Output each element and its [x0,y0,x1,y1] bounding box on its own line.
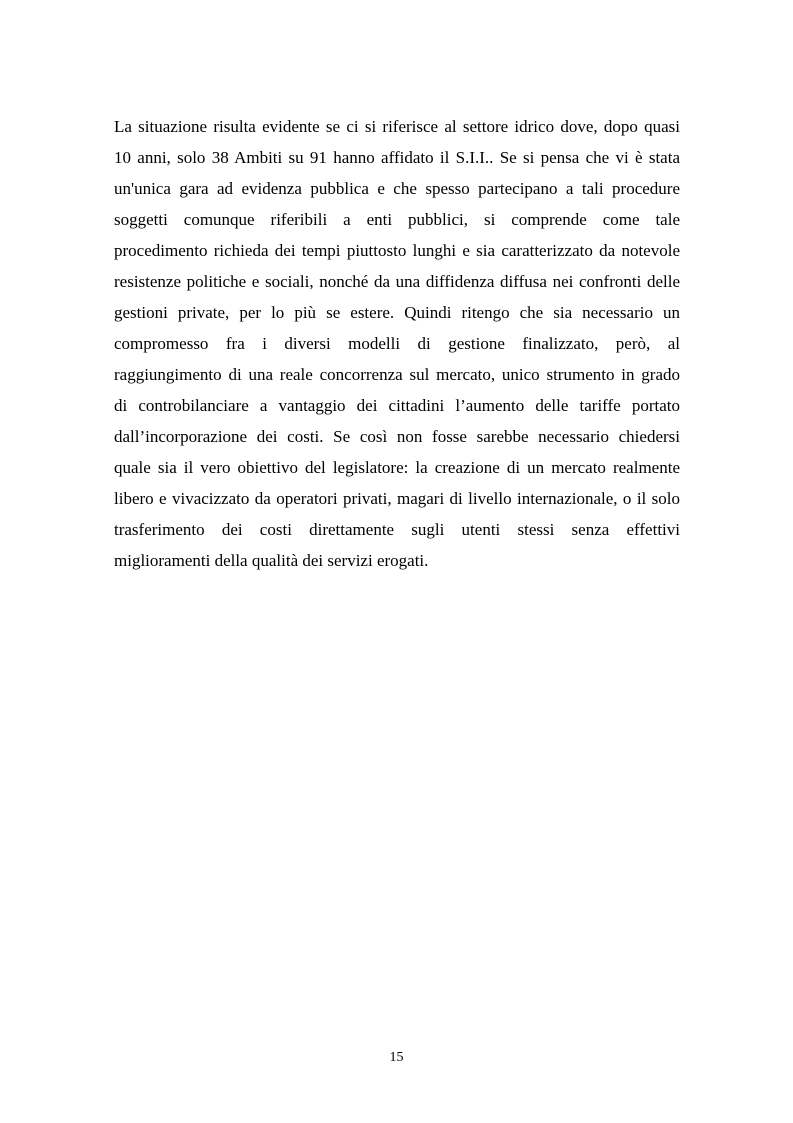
paragraph-line: di controbilanciare a vantaggio dei cittadini l’aumento delle tariffe portato [114,396,680,415]
paragraph-line: La situazione risulta evidente se ci si riferisce al settore idrico dove, dopo quasi [114,117,680,136]
paragraph-line: raggiungimento di una reale concorrenza sul mercato, unico strumento in grado [114,365,680,384]
paragraph-line: dall’incorporazione dei costi. Se così non fosse sarebbe necessario chiedersi [114,427,680,446]
page-number: 15 [389,1050,404,1065]
paragraph-line: compromesso fra i diversi modelli di gestione finalizzato, però, al [114,334,680,353]
paragraph-line: libero e vivacizzato da operatori privati, magari di livello internazionale, o il solo [114,489,680,508]
paragraph-line: procedimento richieda dei tempi piuttosto lunghi e sia caratterizzato da notevole [114,241,680,260]
paragraph-line: quale sia il vero obiettivo del legislatore: la creazione di un mercato realmente [114,458,680,477]
paragraph-line: gestioni private, per lo più se estere. Quindi ritengo che sia necessario un [114,303,680,322]
paragraph-line: soggetti comunque riferibili a enti pubblici, si comprende come tale [114,210,680,229]
paragraph-line: un'unica gara ad evidenza pubblica e che spesso partecipano a tali procedure [114,179,680,198]
paragraph-line: 10 anni, solo 38 Ambiti su 91 hanno affidato il S.I.I.. Se si pensa che vi è stata [114,148,680,167]
paragraph-line: miglioramenti della qualità dei servizi erogati. [114,551,429,570]
paragraph-line: resistenze politiche e sociali, nonché da una diffidenza diffusa nei confronti delle [114,272,680,291]
paragraph-line: trasferimento dei costi direttamente sugli utenti stessi senza effettivi [114,520,680,539]
body-paragraph [114,111,680,576]
